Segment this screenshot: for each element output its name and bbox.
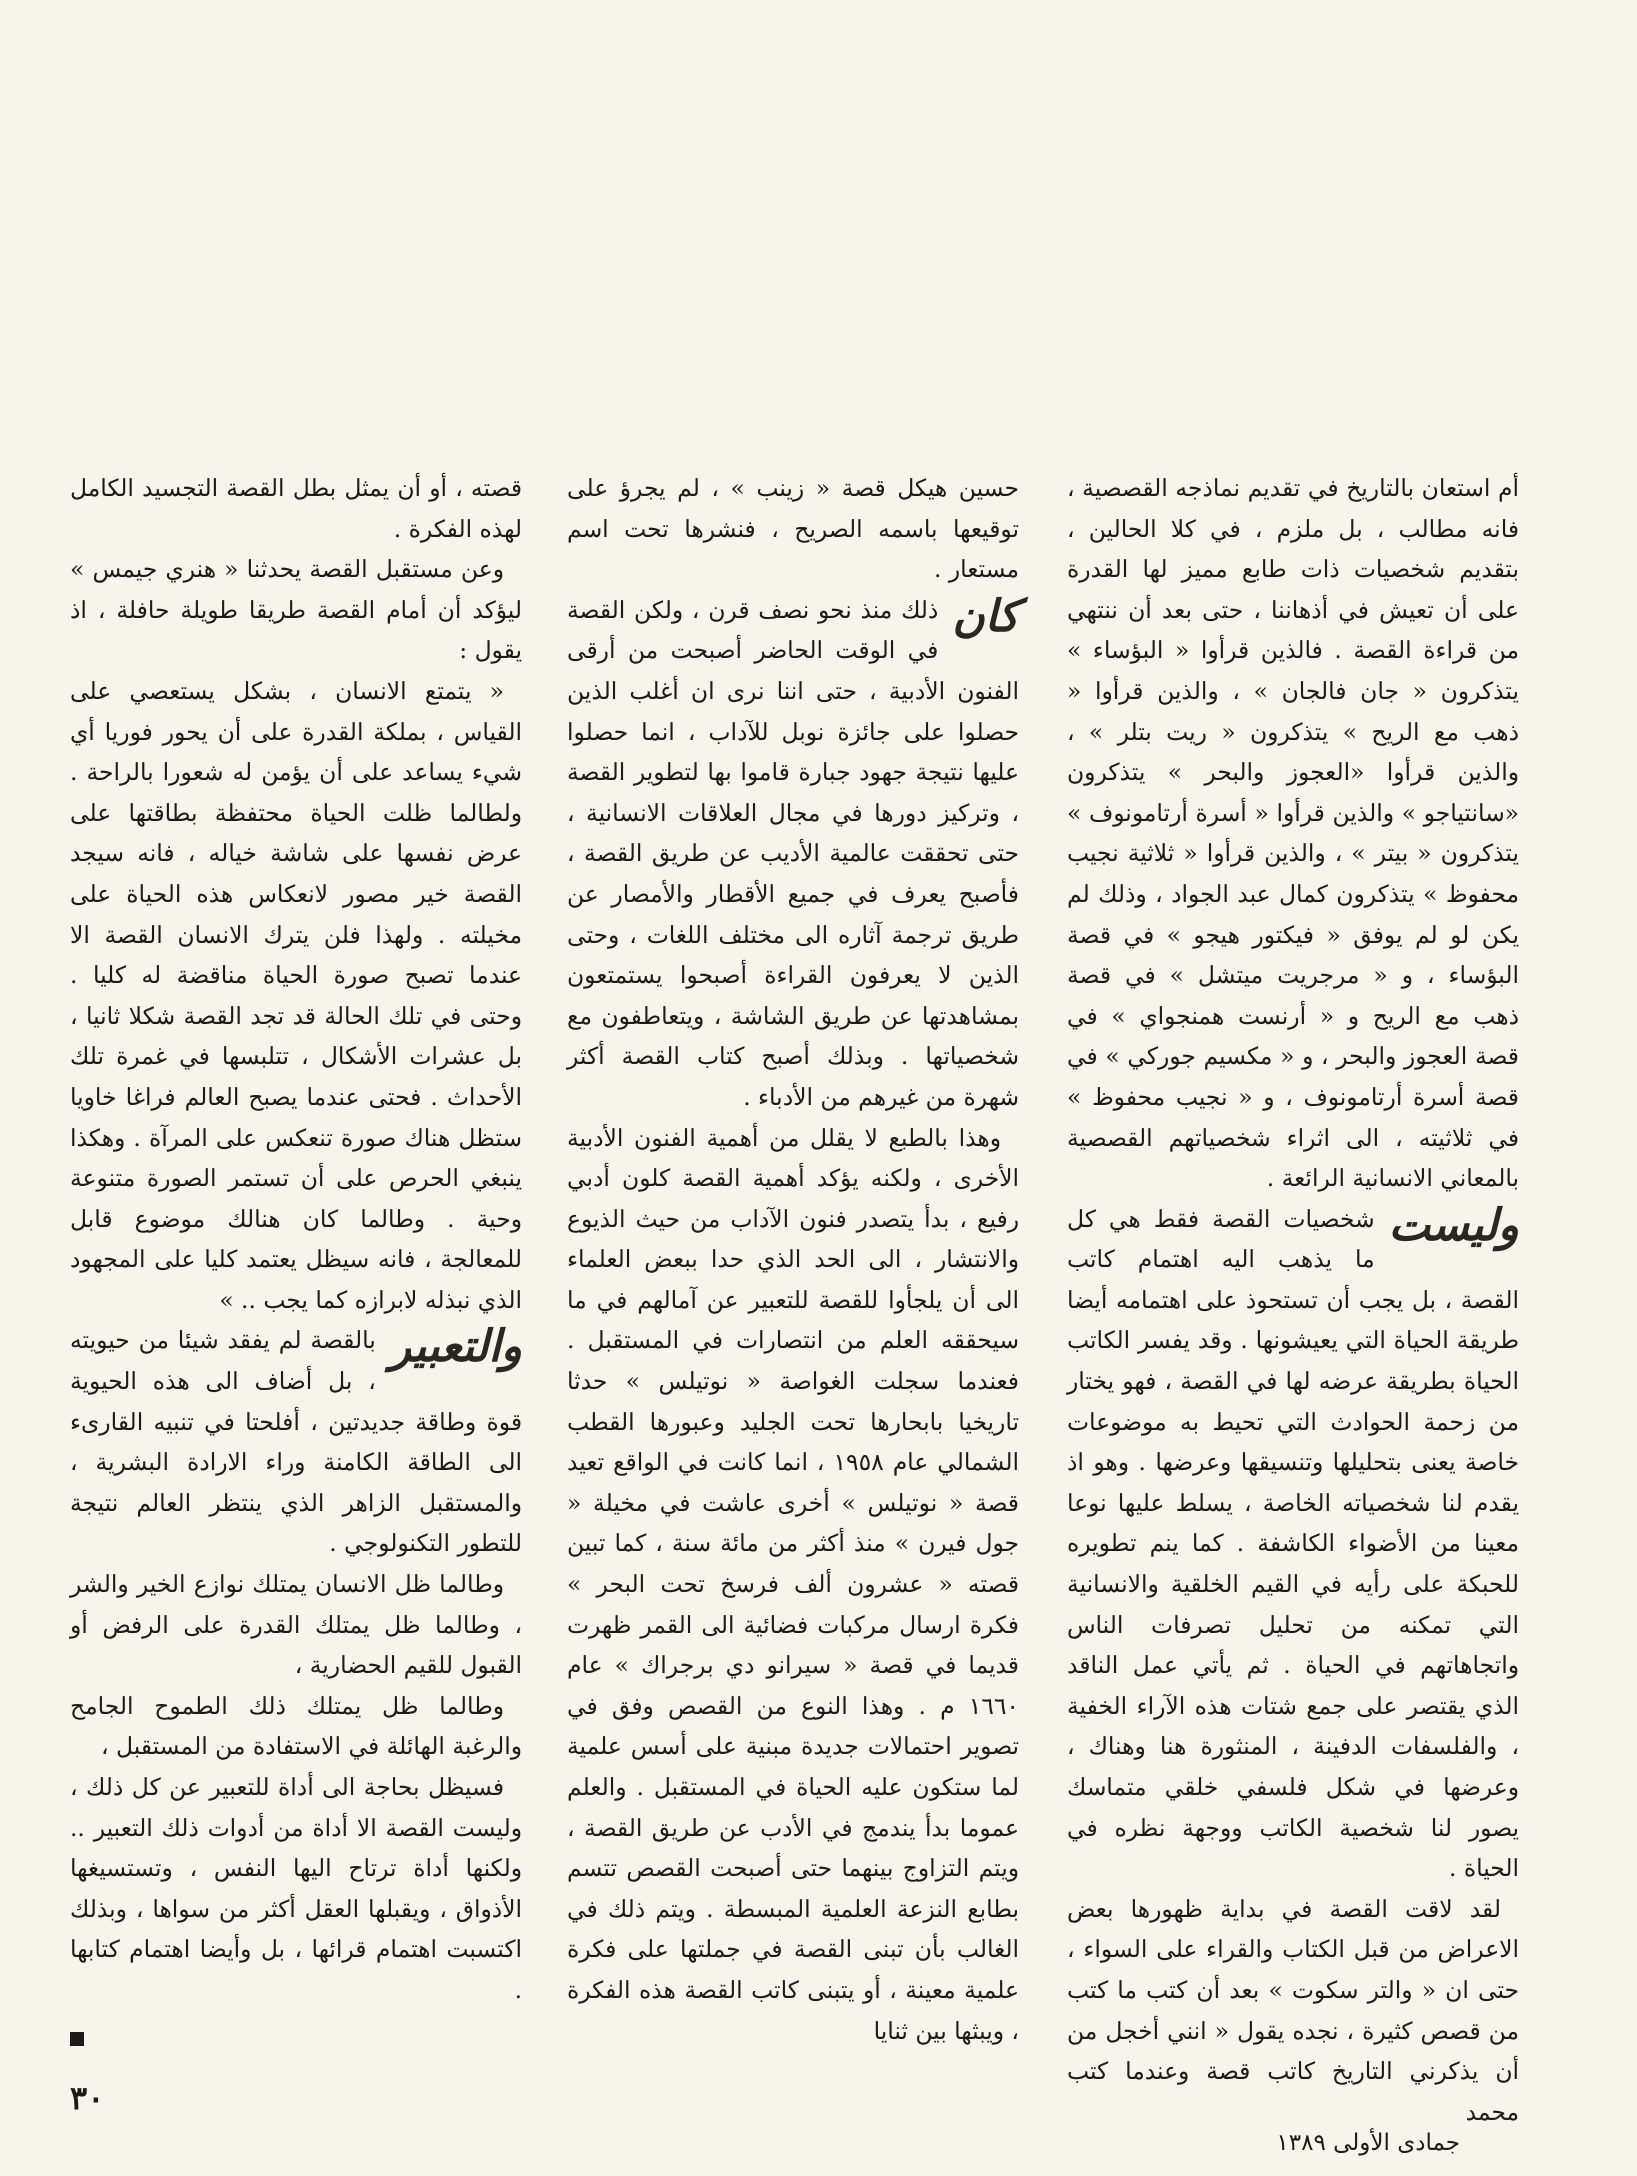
paragraph-text: بالقصة لم يفقد شيئا من حيويته ، بل أضاف الى هذه الحيوية قوة وطاقة جديدتين ، أفلحتا في تنبيه القارىء الى الطاقة الكامنة وراء الارادة البشرية ، والمستقبل الزاهر الذي ينتظر العالم نتيجة للتطور التكنولوجي . xyxy=(70,1326,522,1558)
paragraph: حسين هيكل قصة « زينب » ، لم يجرؤ على توقيعها باسمه الصريح ، فنشرها تحت اسم مستعار . xyxy=(567,474,1019,584)
paragraph: أم استعان بالتاريخ في تقديم نماذجه القصصية ، فانه مطالب ، بل ملزم ، في كلا الحالين ، بتقديم شخصيات ذات طابع مميز لها القدرة على أن تعيش في أذهاننا ، حتى بعد أن ننتهي من قراءة القصة . فالذين قرأوا « البؤساء » يتذكرون « جان فالجان » ، والذين قرأوا « ذهب مع الريح » يتذكرون « ريت بتلر » ، والذين قرأوا «العجوز والبحر » يتذكرون «سانتياجو » والذين قرأوا « أسرة أرتامونوف » يتذكرون « بيتر » ، والذين قرأوا « ثلاثية نجيب محفوظ » يتذكرون كمال عبد الجواد ، وذلك لم يكن لو لم يوفق « فيكتور هيجو » في قصة البؤساء ، و « مرجريت ميتشل » في قصة ذهب مع الريح و « أرنست همنجواي » في قصة العجوز والبحر ، و « مكسيم جوركي » في قصة أسرة أرتامونوف ، و « نجيب محفوظ » في ثلاثيته ، الى اثراء شخصياتهم القصصية بالمعاني الانسانية الرائعة . xyxy=(1067,474,1519,1193)
quote-paragraph: « يتمتع الانسان ، بشكل يستعصي على القياس ، بملكة القدرة على أن يحور فوريا أي شيء يساعد على أن يؤمن له شعورا بالراحة . ولطالما ظلت الحياة محتفظة بطاقتها على عرض نفسها على شاشة خياله ، فانه سيجد القصة خير مصور لانعكاس هذه الحياة على مخيلته . ولهذا فلن يترك الانسان القصة الا عندما تصبح صورة الحياة مناقضة له كليا . وحتى في تلك الحالة قد تجد القصة شكلا ثانيا ، بل عشرات الأشكال ، تتلبسها في غمرة تلك الأحداث . فحتى عندما يصبح العالم فراغا خاويا ستظل هناك صورة تنعكس على المرآة . وهكذا ينبغي الحرص على أن تستمر الصورة متنوعة وحية . وطالما كان هنالك موضوع قابل للمعالجة ، فانه سيظل يعتمد كليا على المجهود الذي نبذله لابرازه كما يجب .. » xyxy=(70,676,522,1314)
left-column xyxy=(70,468,522,2011)
drop-cap-word: والتعبير xyxy=(389,1321,522,1373)
paragraph-text: شخصيات القصة فقط هي كل ما يذهب اليه اهتمام كاتب القصة ، بل يجب أن تستحوذ على اهتمامه أيضا طريقة الحياة التي يعيشونها . وقد يفسر الكاتب الحياة بطريقة عرضه لها في القصة ، فهو يختار من زحمة الحوادث التي تحيط به موضوعات خاصة يعنى بتحليلها وتنسيقها وعرضها . وهو اذ يقدم لنا شخصياته الخاصة ، يسلط عليها نوعا معينا من الأضواء الكاشفة . كما ينم تطويره للحبكة على رأيه في القيم الخلقية والانسانية التي تمكنه من تحليل تصرفات الناس واتجاهاتهم في الحياة . ثم يأتي عمل الناقد الذي يقتصر على جمع شتات هذه الآراء الخفية ، والفلسفات الدفينة ، المنثورة هنا وهناك ، وعرضها في شكل فلسفي خلقي متماسك يصور لنا شخصية الكاتب ووجهة نظره في الحياة . xyxy=(1067,1204,1519,1883)
paragraph: قصته ، أو أن يمثل بطل القصة التجسيد الكامل لهذه الفكرة . xyxy=(70,474,522,543)
paragraph: وطالما ظل يمتلك ذلك الطموح الجامح والرغبة الهائلة في الاستفادة من المستقبل ، xyxy=(70,1691,522,1761)
drop-cap-word: وليست xyxy=(1388,1199,1519,1251)
middle-column xyxy=(567,468,1019,2051)
paragraph: وعن مستقبل القصة يحدثنا « هنري جيمس » ليؤكد أن أمام القصة طريقا طويلة حافلة ، اذ يقول : xyxy=(70,555,522,665)
paragraph xyxy=(567,590,1019,1118)
paragraph-text: ذلك منذ نحو نصف قرن ، ولكن القصة في الوقت الحاضر أصبحت من أرقى الفنون الأدبية ، حتى اننا نرى ان أغلب الذين حصلوا على جائزة نوبل للآداب ، انما حصلوا عليها نتيجة جهود جبارة قاموا بها لتطوير القصة ، وتركيز دورها في مجال العلاقات الانسانية ، حتى تحققت عالمية الأديب عن طريق القصة ، فأصبح يعرف في جميع الأقطار والأمصار عن طريق ترجمة آثاره الى مختلف اللغات ، وحتى الذين لا يعرفون القراءة أصبحوا يستمتعون بمشاهدتها عن طريق الشاشة ، ويتعاطفون مع شخصياتها . وبذلك أصبح كتاب القصة أكثر شهرة من غيرهم من الأدباء . xyxy=(567,595,1019,1111)
end-of-article-mark xyxy=(70,2032,84,2046)
paragraph: وطالما ظل الانسان يمتلك نوازع الخير والشر ، وطالما ظل يمتلك القدرة على الرفض أو القبول للقيم الحضارية ، xyxy=(70,1570,522,1680)
drop-cap-word: كان xyxy=(952,590,1019,642)
right-column xyxy=(1067,468,1519,2132)
paragraph: وهذا بالطبع لا يقلل من أهمية الفنون الأدبية الأخرى ، ولكنه يؤكد أهمية القصة كلون أدبي رفيع ، بدأ يتصدر فنون الآداب من حيث الذيوع والانتشار ، الى الحد الذي حدا ببعض العلماء الى أن يلجأوا للقصة للتعبير عن آمالهم في ما سيحققه العلم من انتصارات في المستقبل . فعندما سجلت الغواصة « نوتيلس » حدثا تاريخيا بابحارها تحت الجليد وعبورها القطب الشمالي عام ١٩٥٨ ، انما كانت في الواقع تعيد قصة « نوتيلس » أخرى عاشت في مخيلة « جول فيرن » منذ أكثر من مائة سنة ، كما تبين قصته « عشرون ألف فرسخ تحت البحر » فكرة ارسال مركبات فضائية الى القمر ظهرت قديما في قصة « سيرانو دي برجراك » عام ١٦٦٠ م . وهذا النوع من القصص وفق في تصوير احتمالات جديدة مبنية على أسس علمية لما ستكون عليه الحياة في المستقبل . والعلم عموما بدأ يندمج في الأدب عن طريق القصة ، ويتم التزاوج بينهما حتى أصبحت القصص تتسم بطابع النزعة العلمية المبسطة . ويتم ذلك في الغالب بأن تبنى القصة في جملتها على فكرة علمية معينة ، أو يتبنى كاتب القصة هذه الفكرة ، ويبثها بين ثنايا xyxy=(567,1123,1019,2045)
paragraph xyxy=(70,1320,522,1564)
footer-date: جمادى الأولى ١٣٨٩ xyxy=(1276,2130,1460,2156)
paragraph: لقد لاقت القصة في بداية ظهورها بعض الاعراض من قبل الكتاب والقراء على السواء ، حتى ان « والتر سكوت » بعد أن كتب ما كتب من قصص كثيرة ، نجده يقول « انني أخجل من أن يذكرني التاريخ كاتب قصة وعندما كتب محمد xyxy=(1067,1894,1519,2126)
paragraph xyxy=(1067,1199,1519,1889)
paragraph: فسيظل بحاجة الى أداة للتعبير عن كل ذلك ، وليست القصة الا أداة من أدوات ذلك التعبير .. ولكنها أداة ترتاح اليها النفس ، وتستسيغها الأذواق ، ويقبلها العقل أكثر من سواها ، وبذلك اكتسبت اهتمام قرائها ، بل وأيضا اهتمام كتابها . xyxy=(70,1773,522,2004)
page-number: ٣٠ xyxy=(70,2079,105,2117)
